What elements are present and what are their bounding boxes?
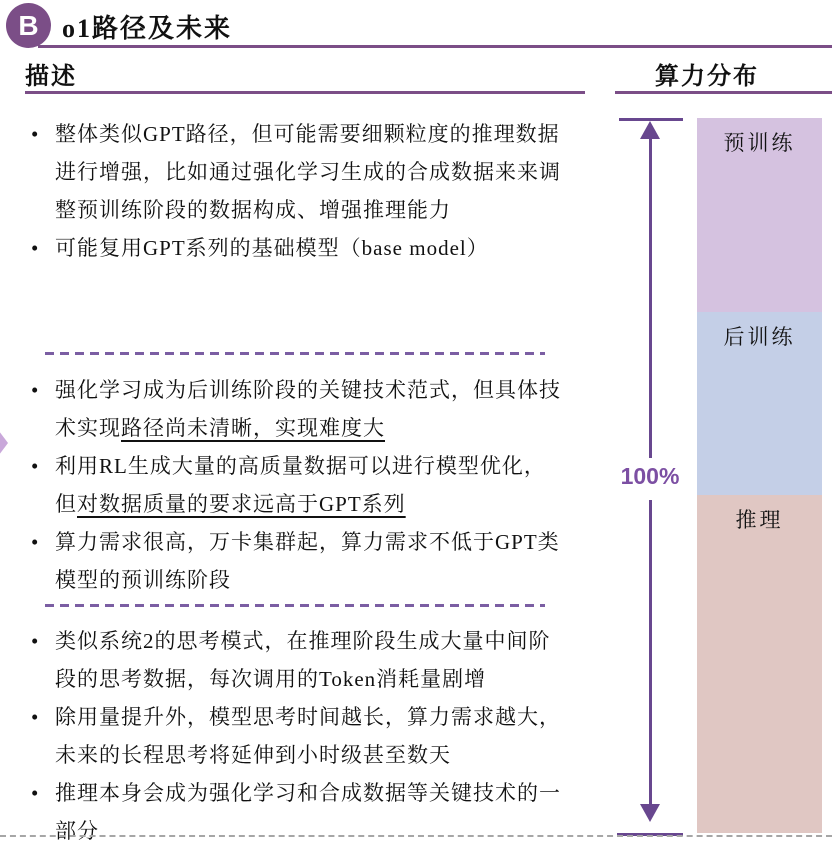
column-header-compute-distribution: 算力分布 <box>655 64 759 90</box>
bullet-text: 除用量提升外，模型思考时间越长，算力需求越大，未来的长程思考将延伸到小时级甚至数天 <box>55 705 561 767</box>
bullet-item <box>25 447 565 523</box>
bar-segment-label: 预训练 <box>723 131 796 155</box>
bullet-text: 利用RL生成大量的高质量数据可以进行模型优化，但 <box>55 454 546 516</box>
page-title: o1路径及未来 <box>62 14 233 43</box>
total-percentage-label: 100% <box>608 463 692 490</box>
bullet-text: 类似系统2的思考模式，在推理阶段生成大量中间阶段的思考数据，每次调用的Token消耗量剧增 <box>55 629 551 691</box>
bullet-text: 推理本身会成为强化学习和合成数据等关键技术的一部分 <box>55 781 561 843</box>
bullet-item <box>25 371 565 447</box>
description-section-3 <box>25 622 565 850</box>
compute-distribution-stacked-bar <box>697 118 822 833</box>
column-header-description: 描述 <box>25 64 77 90</box>
edge-chevron-icon <box>0 427 8 459</box>
bullet-item <box>25 115 565 229</box>
bullet-item <box>25 774 565 850</box>
bullet-text: 整体类似GPT路径，但可能需要细颗粒度的推理数据进行增强，比如通过强化学习生成的合成数据来来调整预训练阶段的数据构成、增强推理能力 <box>55 122 561 222</box>
bullet-text: 算力需求很高，万卡集群起，算力需求不低于GPT类模型的预训练阶段 <box>55 530 560 592</box>
bar-segment-2 <box>697 312 822 495</box>
bullet-item <box>25 622 565 698</box>
compute-header-rule <box>615 91 832 94</box>
arrow-line-upper <box>649 130 652 458</box>
bullet-item <box>25 698 565 774</box>
bar-segment-label: 后训练 <box>723 325 796 350</box>
section-divider-1 <box>45 352 545 355</box>
bottom-dashed-rule <box>0 835 832 837</box>
bullet-item <box>25 229 565 267</box>
title-underline <box>38 45 832 48</box>
arrow-line-lower <box>649 500 652 808</box>
bullet-text: 可能复用GPT系列的基础模型（base model） <box>55 236 489 260</box>
description-header-rule <box>25 91 585 94</box>
section-badge: B <box>6 3 51 48</box>
bar-segment-label: 推理 <box>735 508 784 532</box>
bar-segment-1 <box>697 118 822 312</box>
bullet-text: 强化学习成为后训练阶段的关键技术范式，但具体技术实现 <box>55 378 561 440</box>
description-section-1 <box>25 115 565 267</box>
arrow-down-icon <box>640 804 660 822</box>
section-divider-2 <box>45 604 545 607</box>
bullet-item <box>25 523 565 599</box>
bar-segment-3 <box>697 495 822 833</box>
description-section-2 <box>25 371 565 599</box>
bullet-text-underlined: 对数据质量的要求远高于GPT系列 <box>77 492 406 516</box>
bullet-text-underlined: 路径尚未清晰，实现难度大 <box>121 416 385 440</box>
